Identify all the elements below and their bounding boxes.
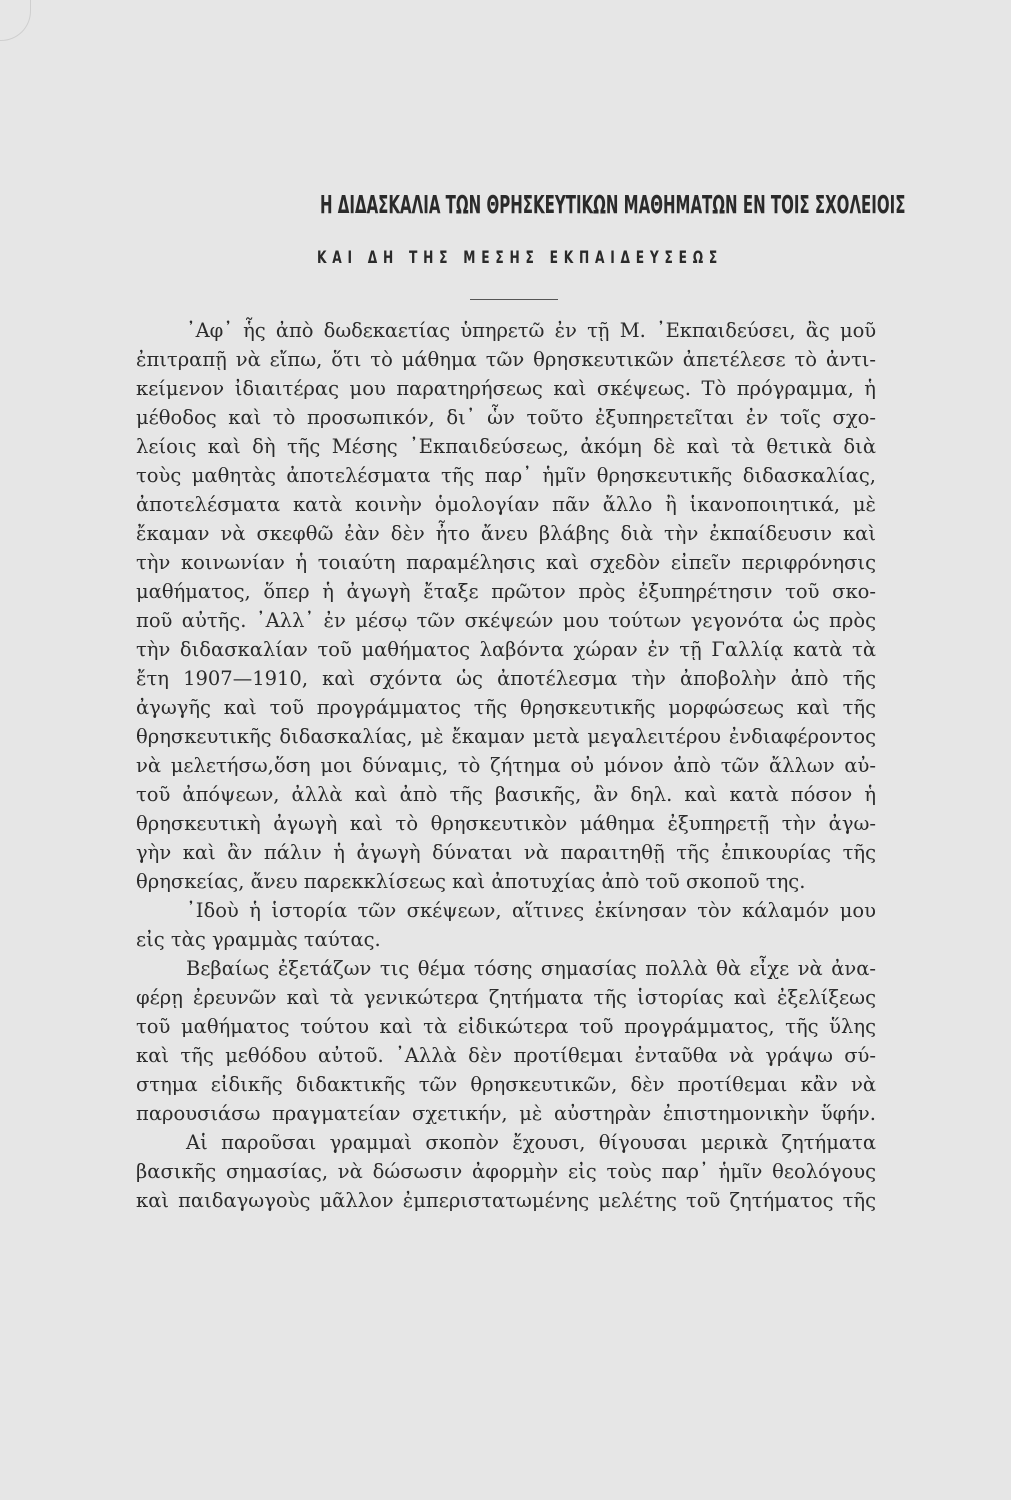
text-line: τοῦ ἀπόψεων, ἀλλὰ καὶ ἀπὸ τῆς βασικῆς, ἂν δηλ. καὶ κατὰ πόσον ἡ: [136, 783, 876, 806]
text-line: Βεβαίως ἐξετάζων τις θέμα τόσης σημασίας πολλὰ θὰ εἶχε νὰ ἀνα-: [186, 957, 876, 980]
text-line: ἀποτελέσματα κατὰ κοινὴν ὁμολογίαν πᾶν ἄλλο ἢ ἱκανοποιητικά, μὲ: [136, 493, 876, 516]
text-line: παρουσιάσω πραγματείαν σχετικήν, μὲ αὐστηρὰν ἐπιστημονικὴν ὕφήν.: [136, 1102, 876, 1125]
text-line: ᾿Ιδοὺ ἡ ἱστορία τῶν σκέψεων, αἵτινες ἐκίνησαν τὸν κάλαμόν μου: [186, 899, 876, 922]
page-subtitle: ΚΑΙ ΔΗ ΤΗΣ ΜΕΣΗΣ ΕΚΠΑΙΔΕΥΣΕΩΣ: [316, 248, 724, 268]
text-line: μαθήματος, ὅπερ ἡ ἀγωγὴ ἔταξε πρῶτον πρὸς ἐξυπηρέτησιν τοῦ σκο-: [136, 580, 876, 603]
text-line: τὴν διδασκαλίαν τοῦ μαθήματος λαβόντα χώραν ἐν τῇ Γαλλίᾳ κατὰ τὰ: [136, 638, 876, 661]
text-line: ἔκαμαν νὰ σκεφθῶ ἐὰν δὲν ἦτο ἄνευ βλάβης διὰ τὴν ἐκπαίδευσιν καὶ: [136, 522, 876, 545]
text-line: φέρῃ ἐρευνῶν καὶ τὰ γενικώτερα ζητήματα τῆς ἱστορίας καὶ ἐξελίξεως: [136, 986, 876, 1009]
text-line: βασικῆς σημασίας, νὰ δώσωσιν ἀφορμὴν εἰς τοὺς παρ᾿ ἡμῖν θεολόγους: [136, 1160, 876, 1183]
text-line: μέθοδος καὶ τὸ προσωπικόν, δι᾿ ὧν τοῦτο ἐξυπηρετεῖται ἐν τοῖς σχο-: [136, 406, 876, 429]
text-line: ἀγωγῆς καὶ τοῦ προγράμματος τῆς θρησκευτικῆς μορφώσεως καὶ τῆς: [136, 696, 876, 719]
text-line: ποῦ αὐτῆς. ᾿Αλλ᾿ ἐν μέσῳ τῶν σκέψεών μου τούτων γεγονότα ὡς πρὸς: [136, 609, 876, 632]
page-corner-mark: [0, 0, 31, 41]
text-line: καὶ τῆς μεθόδου αὐτοῦ. ᾿Αλλὰ δὲν προτίθεμαι ἐνταῦθα νὰ γράψω σύ-: [136, 1044, 876, 1067]
text-line: θρησκευτικὴ ἀγωγὴ καὶ τὸ θρησκευτικὸν μάθημα ἐξυπηρετῇ τὴν ἀγω-: [136, 812, 876, 835]
text-line: ᾿Αφ᾿ ἧς ἀπὸ δωδεκαετίας ὑπηρετῶ ἐν τῇ Μ. ᾿Εκπαιδεύσει, ἂς μοῦ: [186, 319, 876, 342]
text-line: κείμενον ἰδιαιτέρας μου παρατηρήσεως καὶ σκέψεως. Τὸ πρόγραμμα, ἡ: [136, 377, 876, 400]
text-line: στημα εἰδικῆς διδακτικῆς τῶν θρησκευτικῶν, δὲν προτίθεμαι κἂν νὰ: [136, 1073, 876, 1096]
text-line: τὴν κοινωνίαν ἡ τοιαύτη παραμέλησις καὶ σχεδὸν εἰπεῖν περιφρόνησις: [136, 551, 876, 574]
text-line: ἔτη 1907—1910, καὶ σχόντα ὡς ἀποτέλεσμα τὴν ἀποβολὴν ἀπὸ τῆς: [136, 667, 876, 690]
page-title: Η ΔΙΔΑΣΚΑΛΙΑ ΤΩΝ ΘΡΗΣΚΕΥΤΙΚΩΝ ΜΑΘΗΜΑΤΩΝ ΕΝ ΤΟΙΣ ΣΧΟΛΕΙΟΙΣ: [320, 190, 906, 219]
text-line: τοὺς μαθητὰς ἀποτελέσματα τῆς παρ᾿ ἡμῖν θρησκευτικῆς διδασκαλίας,: [136, 464, 876, 487]
text-line: γὴν καὶ ἂν πάλιν ἡ ἀγωγὴ δύναται νὰ παραιτηθῇ τῆς ἐπικουρίας τῆς: [136, 841, 876, 864]
text-line: Αἱ παροῦσαι γραμμαὶ σκοπὸν ἔχουσι, θίγουσαι μερικὰ ζητήματα: [186, 1131, 876, 1154]
text-line: ἐπιτραπῇ νὰ εἴπω, ὅτι τὸ μάθημα τῶν θρησκευτικῶν ἀπετέλεσε τὸ ἀντι-: [136, 348, 876, 371]
body-text: [136, 316, 876, 1215]
text-line: νὰ μελετήσω,ὅση μοι δύναμις, τὸ ζήτημα οὐ μόνον ἀπὸ τῶν ἄλλων αὐ-: [136, 754, 876, 777]
text-line: εἰς τὰς γραμμὰς ταύτας.: [136, 928, 381, 951]
title-divider: [470, 299, 558, 300]
text-line: θρησκευτικῆς διδασκαλίας, μὲ ἔκαμαν μετὰ μεγαλειτέρου ἐνδιαφέροντος: [136, 725, 876, 748]
text-line: τοῦ μαθήματος τούτου καὶ τὰ εἰδικώτερα τοῦ προγράμματος, τῆς ὕλης: [136, 1015, 876, 1038]
text-line: λείοις καὶ δὴ τῆς Μέσης ᾿Εκπαιδεύσεως, ἀκόμη δὲ καὶ τὰ θετικὰ διὰ: [136, 435, 876, 458]
text-line: καὶ παιδαγωγοὺς μᾶλλον ἐμπεριστατωμένης μελέτης τοῦ ζητήματος τῆς: [136, 1189, 876, 1212]
text-line: θρησκείας, ἄνευ παρεκκλίσεως καὶ ἀποτυχίας ἀπὸ τοῦ σκοποῦ της.: [136, 870, 806, 893]
